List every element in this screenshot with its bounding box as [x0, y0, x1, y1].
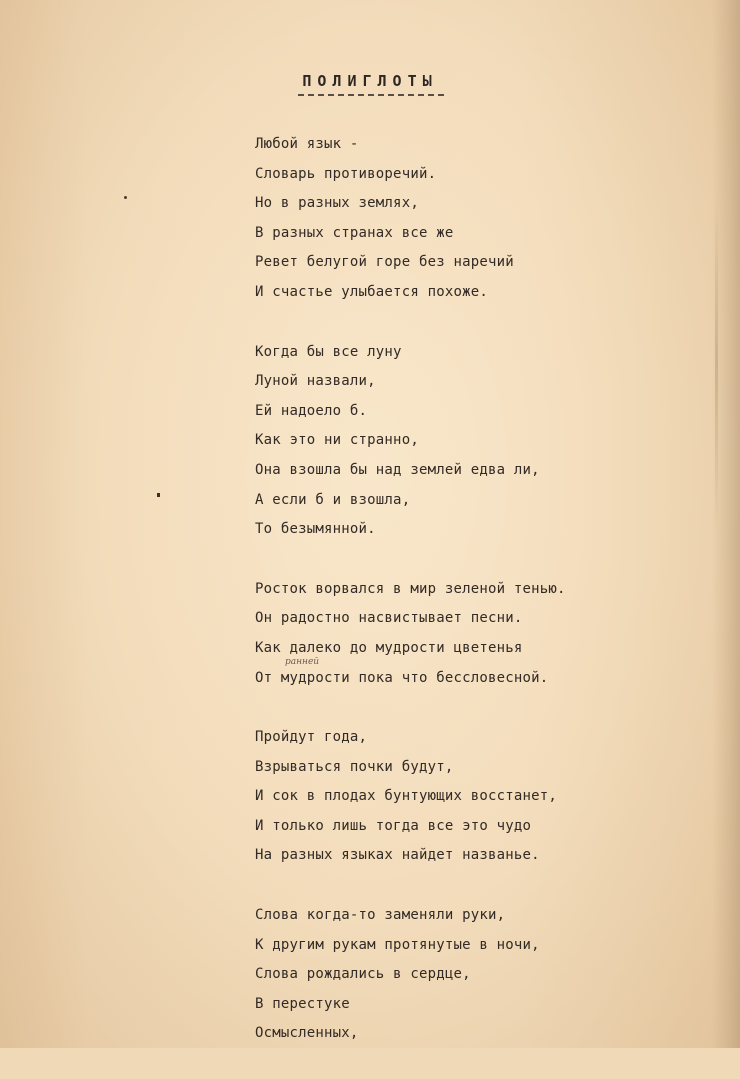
stanza-1: [255, 130, 675, 308]
poem-line: Пройдут года,: [255, 729, 368, 746]
poem-line: К другим рукам протянутые в ночи,: [255, 936, 540, 953]
poem-line: В перестуке: [255, 995, 350, 1012]
poem-line: Ревет белугой горе без наречий: [255, 254, 514, 271]
margin-mark: [157, 493, 160, 497]
poem-line: Она взошла бы над землей едва ли,: [255, 461, 540, 478]
poem-line: От мудрости пока что бессловесной.: [255, 669, 549, 686]
poem-title: ПОЛИГЛОТЫ: [302, 72, 438, 90]
poem-line: И только лишь тогда все это чудо: [255, 817, 532, 834]
poem-line: Любой язык -: [255, 136, 359, 152]
poem-line: Слова когда-то заменяли руки,: [255, 907, 506, 924]
poem-line: Словарь противоречий.: [255, 165, 437, 182]
poem-line: Осмысленных,: [255, 1025, 359, 1042]
stanza-3: [255, 575, 675, 693]
handwritten-correction: ранней: [285, 656, 320, 667]
stanza-4: [255, 723, 675, 871]
ink-speck: [124, 196, 127, 199]
poem-line: Слова рождались в сердце,: [255, 966, 471, 983]
poem-line: В разных странах все же: [255, 224, 454, 241]
poem-line: Луной назвали,: [255, 373, 376, 390]
stanza-5: [255, 901, 675, 1049]
poem-line: Ей надоело б.: [255, 402, 368, 419]
poem-line: И счастье улыбается похоже.: [255, 283, 488, 300]
poem-line: Он радостно насвистывает песни.: [255, 610, 523, 627]
poem-line: Как это ни странно,: [255, 432, 419, 449]
poem-line: Как далеко до мудрости цветенья: [255, 639, 523, 656]
poem-line: А если б и взошла,: [255, 491, 411, 508]
poem-line: Когда бы все луну: [255, 343, 402, 360]
poem-line: Росток ворвался в мир зеленой тенью.: [255, 580, 566, 597]
poem-line: То безымянной.: [255, 521, 376, 538]
title-underline: [298, 94, 444, 98]
poem-line: И сок в плодах бунтующих восстанет,: [255, 788, 558, 805]
poem-line: Взрываться почки будут,: [255, 758, 454, 775]
poem-line: На разных языках найдет названье.: [255, 847, 540, 864]
stanza-2: [255, 338, 675, 545]
paper-crease: [715, 200, 718, 530]
poem-body: [255, 130, 675, 1079]
poem-line: Но в разных землях,: [255, 195, 419, 212]
